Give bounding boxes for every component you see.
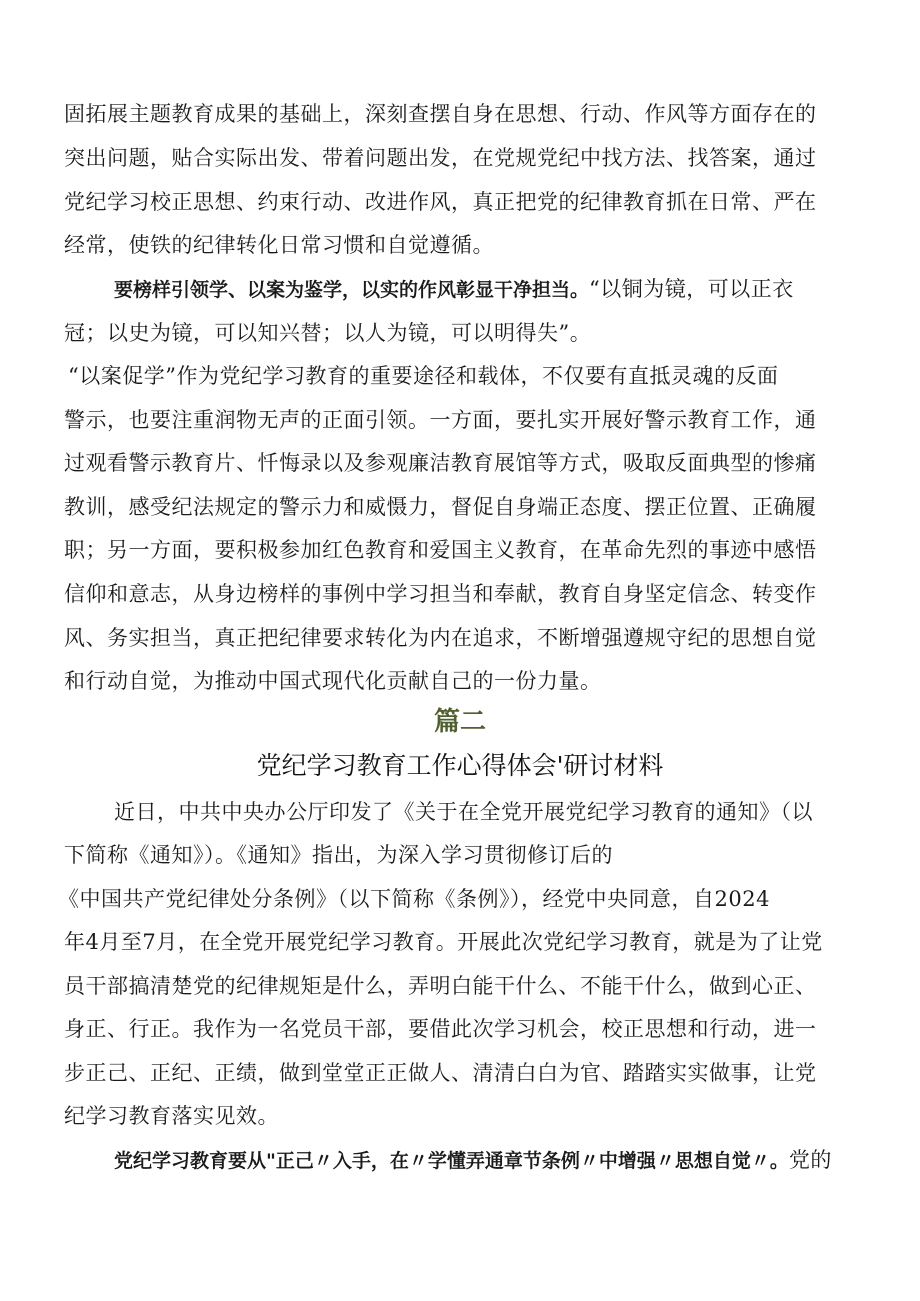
paragraph5-rest: 党的 (788, 1148, 832, 1172)
paragraph3-line-2: 警示，也要注重润物无声的正面引领。一方面，要扎实开展好警示教育工作，通 (64, 408, 817, 432)
paragraph2-bold-lead: 要榜样引领学、以案为鉴学，以实的作风彰显干净担当。 (114, 279, 590, 301)
paragraph2-quote-start: “以铜为镜，可以正衣 (589, 277, 794, 301)
paragraph4-line-3: 《中国共产党纪律处分条例》（以下简称《条例》），经党中央同意，自2024 (58, 887, 770, 911)
paragraph3-line-7: 风、务实担当，真正把纪律要求转化为内在追求，不断增强遵规守纪的思想自觉 (64, 626, 817, 650)
paragraph3-line-3: 过观看警示教育片、忏悔录以及参观廉洁教育展馆等方式，吸取反面典型的惨痛 (64, 451, 817, 475)
paragraph1-line-3: 党纪学习校正思想、约束行动、改进作风，真正把党的纪律教育抓在日常、严在 (64, 190, 817, 214)
paragraph3-line-1: “以案促学”作为党纪学习教育的重要途径和载体，不仅要有直抵灵魂的反面 (68, 364, 779, 388)
paragraph4-line-5: 员干部搞清楚党的纪律规矩是什么，弄明白能干什么、不能干什么，做到心正、 (64, 974, 817, 998)
section-label: 篇二 (433, 707, 486, 737)
paragraph3-line-5: 职；另一方面，要积极参加红色教育和爱国主义教育，在革命先烈的事迹中感悟 (64, 538, 817, 562)
paragraph5-bold-lead: 党纪学习教育要从"正己〃入手，在〃学懂弄通章节条例〃中增强〃思想自觉〃。 (114, 1150, 789, 1172)
paragraph4-line-2: 下简称《通知》）。《通知》指出，为深入学习贯彻修订后的 (64, 843, 613, 867)
paragraph1-line-1: 固拓展主题教育成果的基础上，深刻查摆自身在思想、行动、作风等方面存在的 (64, 102, 817, 126)
paragraph2-line-2: 冠；以史为镜，可以知兴替；以人为镜，可以明得失”。 (64, 321, 592, 345)
paragraph1-line-4: 经常，使铁的纪律转化日常习惯和自觉遵循。 (64, 233, 494, 257)
paragraph2-line-1 (0, 272, 920, 306)
section-title: 党纪学习教育工作心得体会'研讨材料 (256, 751, 664, 780)
paragraph1-line-2: 突出问题，贴合实际出发、带着问题出发，在党规党纪中找方法、找答案，通过 (64, 146, 817, 170)
paragraph3-line-6: 信仰和意志，从身边榜样的事例中学习担当和奉献，教育自身坚定信念、转变作 (64, 582, 817, 606)
paragraph3-line-4: 教训，感受纪法规定的警示力和威慑力，督促自身端正态度、摆正位置、正确履 (64, 495, 817, 519)
paragraph5-line-1 (0, 1143, 920, 1177)
paragraph4-line-1: 近日，中共中央办公厅印发了《关于在全党开展党纪学习教育的通知》（以 (114, 800, 813, 824)
paragraph3-line-8: 和行动自觉，为推动中国式现代化贡献自己的一份力量。 (64, 669, 602, 693)
paragraph4-line-7: 步正己、正纪、正绩，做到堂堂正正做人、清清白白为官、踏踏实实做事，让党 (64, 1061, 817, 1085)
paragraph4-line-4: 年4月至7月，在全党开展党纪学习教育。开展此次党纪学习教育，就是为了让党 (64, 930, 823, 954)
paragraph4-line-6: 身正、行正。我作为一名党员干部，要借此次学习机会，校正思想和行动，进一 (64, 1017, 817, 1041)
paragraph4-line-8: 纪学习教育落实见效。 (64, 1104, 279, 1128)
